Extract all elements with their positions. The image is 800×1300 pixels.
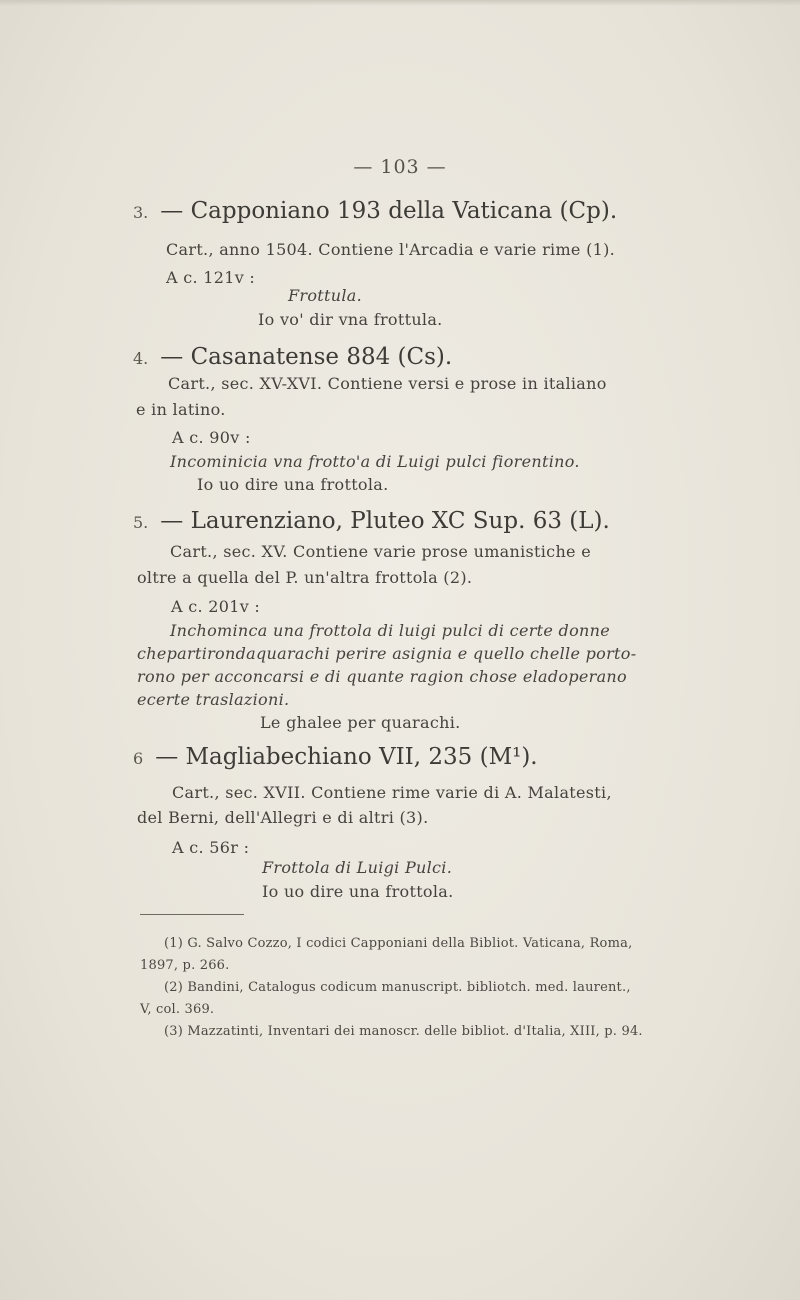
- entry-heading-text: Frottola di Luigi Pulci.: [262, 858, 453, 877]
- entry-heading-text: chepartirondaquarachi perire asignia e quello chelle porto-: [137, 644, 637, 663]
- entry-line: oltre a quella del P. un'altra frottola (2).: [137, 568, 473, 587]
- entry-line: A c. 56r :: [172, 838, 250, 857]
- entry-line: Cart., sec. XV-XVI. Contiene versi e prose in italiano: [168, 374, 607, 393]
- entry-line: A c. 201v :: [171, 597, 261, 616]
- footnote: 1897, p. 266.: [140, 958, 230, 973]
- entry-number: 4.: [133, 349, 149, 368]
- entry-heading-text: ecerte traslazioni.: [137, 690, 290, 709]
- entry-heading-text: Frottula.: [288, 286, 362, 305]
- entry-heading: [133, 744, 538, 770]
- entry-line: Cart., anno 1504. Contiene l'Arcadia e varie rime (1).: [166, 240, 616, 259]
- entry-number: 6: [133, 749, 144, 768]
- page-edge-shadow: [0, 0, 800, 6]
- footnote-divider: [140, 914, 244, 915]
- entry-heading-text: Incominicia vna frotto'a di Luigi pulci fiorentino.: [170, 452, 580, 471]
- entry-incipit: Io uo dire una frottola.: [262, 882, 454, 901]
- entry-line: Cart., sec. XV. Contiene varie prose umanistiche e: [170, 542, 591, 561]
- entry-heading: [133, 198, 617, 224]
- entry-incipit: Io uo dire una frottola.: [197, 475, 389, 494]
- entry-heading-text: rono per acconcarsi e di quante ragion chose eladoperano: [137, 667, 627, 686]
- entry-line: Cart., sec. XVII. Contiene rime varie di A. Malatesti,: [172, 783, 612, 802]
- entry-number: 5.: [133, 513, 149, 532]
- entry-incipit: Io vo' dir vna frottula.: [258, 310, 443, 329]
- footnote: (2) Bandini, Catalogus codicum manuscript. bibliotch. med. laurent.,: [164, 980, 631, 995]
- entry-title: — Capponiano 193 della Vaticana (Cp).: [160, 198, 618, 224]
- entry-heading: [133, 508, 610, 534]
- footnote: V, col. 369.: [140, 1002, 215, 1017]
- entry-heading-text: Inchominca una frottola di luigi pulci di certe donne: [170, 621, 610, 640]
- entry-number: 3.: [133, 203, 149, 222]
- footnote: (1) G. Salvo Cozzo, I codici Capponiani della Bibliot. Vaticana, Roma,: [164, 936, 633, 951]
- entry-title: — Magliabechiano VII, 235 (M¹).: [155, 744, 538, 770]
- entry-title: — Laurenziano, Pluteo XC Sup. 63 (L).: [160, 508, 610, 534]
- entry-line: e in latino.: [136, 400, 226, 419]
- page-number: — 103 —: [353, 156, 447, 178]
- entry-incipit: Le ghalee per quarachi.: [260, 713, 461, 732]
- footnote: (3) Mazzatinti, Inventari dei manoscr. delle bibliot. d'Italia, XIII, p. 94.: [164, 1024, 643, 1039]
- entry-line: del Berni, dell'Allegri e di altri (3).: [137, 808, 429, 827]
- entry-title: — Casanatense 884 (Cs).: [160, 344, 453, 370]
- entry-heading: [133, 344, 452, 370]
- entry-line: A c. 121v :: [166, 268, 256, 287]
- entry-line: A c. 90v :: [172, 428, 251, 447]
